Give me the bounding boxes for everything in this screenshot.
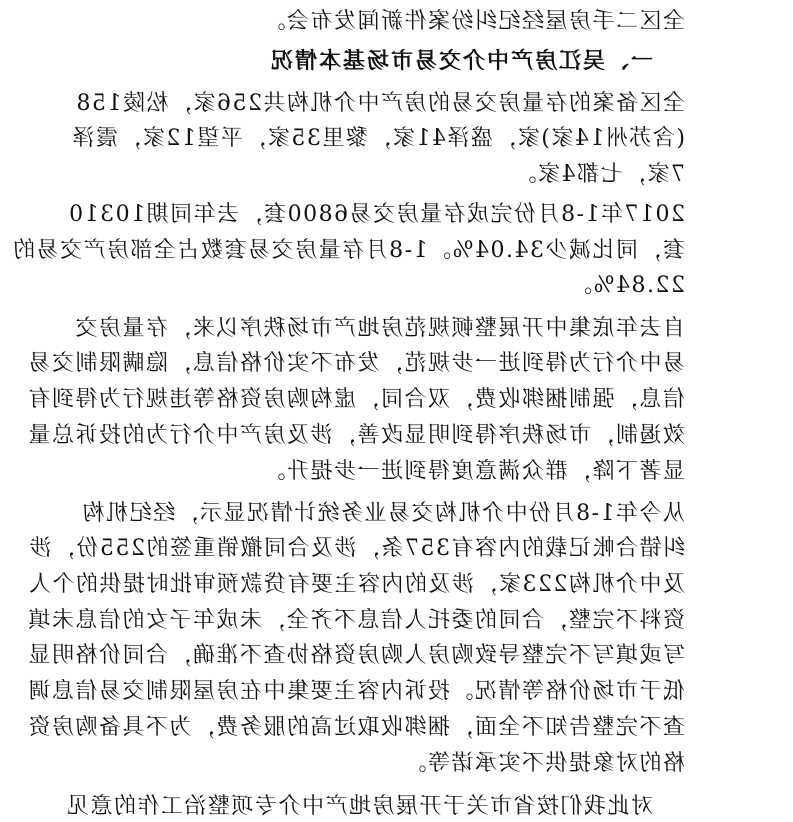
document-line: 显著下降，群众满意度得到进一步提升。 xyxy=(261,459,685,484)
document-line: 纠错合帐记载的内容有357条，涉及合同撤销重签的255份，涉 xyxy=(28,536,685,561)
document-line: 全区备案的存量房交易的房产中介机构共256家，松陵158 xyxy=(75,91,685,116)
document-line: 信息，强制捆绑收费，双合同，虚构购房资格等违规行为得到有 xyxy=(26,387,685,412)
document-line: (含苏州14家)家，盛泽41家，黎里35家，平望12家，震泽 xyxy=(70,126,685,151)
document-line: 效遏制，市场秩序得到明显改善，涉及房产中介行为的投诉总量 xyxy=(26,423,685,448)
document-line: 套，同比减少34.04%。1-8月存量房交易套数占全部房产交易的 xyxy=(11,238,685,263)
document-line: 资料不完整，合同的委托人信息不齐全，未成年子女的信息未填 xyxy=(26,608,685,633)
document-line: 22.84%。 xyxy=(568,273,685,298)
document-line: 易中介行为得到进一步规范，发布不实价格信息，隐瞒限制交易 xyxy=(26,351,685,376)
document-line: 写或填写不完整导致购房人购房资格协查不准确，合同价格明显 xyxy=(26,643,685,668)
document-line: 全区二手房屋经纪纠纷案件新闻发布会。 xyxy=(261,9,685,34)
document-line: 自去年底集中开展整顿规范房地产市场秩序以来，存量房交 xyxy=(73,316,685,341)
document-line: 低于市场价格等情况。投诉内容主要集中在房屋限制交易信息调 xyxy=(26,679,685,704)
section-heading: 一、吴江房产中介交易市场基本情况 xyxy=(268,48,653,74)
document-line: 从今年1-8月份中介机构交易业务统计情况显示，经纪机构 xyxy=(81,501,685,526)
document-line: 及中介机构223家，涉及的内容主要有贷款预审批时提供的个人 xyxy=(27,572,685,597)
document-line: 对此我们按省市关于开展房地产中介专项整治工作的意见 xyxy=(65,794,653,819)
document-line: 查不完整告知不全面，捆绑收取过高的服务费，为不具备购房资 xyxy=(26,715,685,740)
document-line: 格的对象提供不实承诺等。 xyxy=(402,751,685,776)
document-line: 2017年1-8月份完成存量房交易6800套，去年同期10310 xyxy=(67,202,685,227)
document-line: 7家，七都4家。 xyxy=(513,162,685,187)
